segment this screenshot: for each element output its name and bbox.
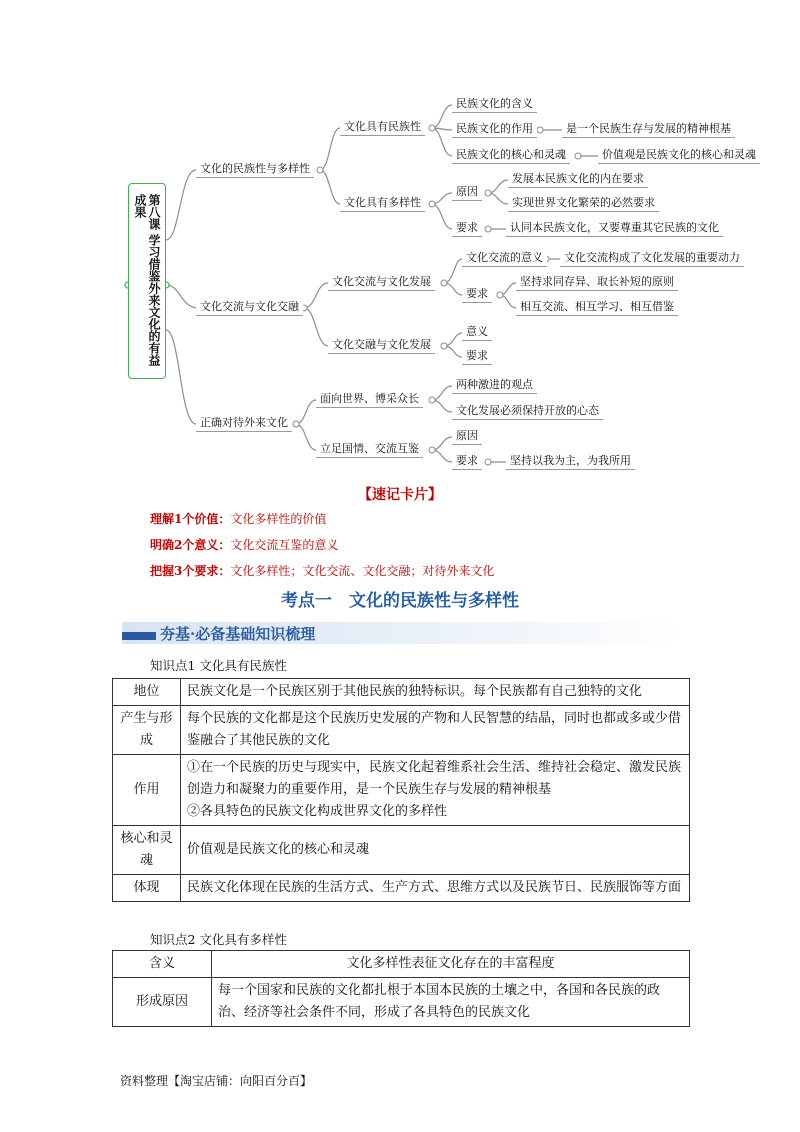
row-label: 含义 xyxy=(113,951,212,978)
band-label: 夯基·必备基础知识梳理 xyxy=(160,625,316,643)
kp2-heading: 知识点2 文化具有多样性 xyxy=(150,932,287,947)
leaf-node: 文化发展必须保持开放的心态 xyxy=(452,404,603,420)
table-row xyxy=(113,875,690,902)
row-text-part: ①在一个民族的历史与现实中，民族文化起着维系社会生活、维持社会稳定、激发民族创造力和凝聚力的重要作用，是一个民族生存与发展的精神根基 xyxy=(187,760,682,797)
leaf-node: 两种激进的观点 xyxy=(452,378,537,394)
leaf-node: 坚持以我为主，为我所用 xyxy=(506,454,635,470)
leaf-node: 认同本民族文化，又要尊重其它民族的文化 xyxy=(506,221,723,237)
row-text: 文化多样性表征文化存在的丰富程度 xyxy=(212,951,690,978)
branch-node: 文化的民族性与多样性 xyxy=(196,162,314,178)
table-row xyxy=(113,951,690,978)
row-label: 体现 xyxy=(113,875,181,902)
kp2-table xyxy=(112,950,690,1027)
row-label: 产生与形成 xyxy=(113,706,181,755)
row-label: 地位 xyxy=(113,679,181,706)
mind-map-root xyxy=(128,183,166,379)
branch-node: 正确对待外来文化 xyxy=(196,416,292,432)
leaf-node: 要求 xyxy=(462,349,492,365)
footer-note: 资料整理【淘宝店铺：向阳百分百】 xyxy=(120,1074,313,1088)
leaf-node: 民族文化的作用 xyxy=(452,122,537,138)
root-title: 第八课 学习借鉴外来文化的有益成果 xyxy=(133,194,161,367)
table-row xyxy=(113,679,690,706)
leaf-node: 原因 xyxy=(452,185,482,201)
row-label: 形成原因 xyxy=(113,978,212,1027)
row-text: 每个民族的文化都是这个民族历史发展的产物和人民智慧的结晶，同时也都或多或少借鉴融合了其他民族的文化 xyxy=(181,706,690,755)
leaf-node: 要求 xyxy=(462,287,492,303)
card-line-3: 把握3个要求：文化多样性；文化交流、文化交融；对待外来文化 xyxy=(150,564,495,578)
leaf-node: 意义 xyxy=(462,325,492,341)
leaf-node: 要求 xyxy=(452,221,482,237)
table-row xyxy=(113,706,690,755)
row-text: 价值观是民族文化的核心和灵魂 xyxy=(181,826,690,875)
leaf-node: 价值观是民族文化的核心和灵魂 xyxy=(598,148,760,164)
row-text-part: ②各具特色的民族文化构成世界文化的多样性 xyxy=(187,804,448,819)
row-label: 核心和灵魂 xyxy=(113,826,181,875)
kp1-heading: 知识点1 文化具有民族性 xyxy=(150,658,287,673)
row-text xyxy=(181,755,690,826)
leaf-node: 要求 xyxy=(452,454,482,470)
leaf-node: 发展本民族文化的内在要求 xyxy=(508,172,648,188)
row-text: 民族文化是一个民族区别于其他民族的独特标识。每个民族都有自己独特的文化 xyxy=(181,679,690,706)
branch-node: 文化具有民族性 xyxy=(340,120,425,136)
table-row xyxy=(113,978,690,1027)
leaf-node: 原因 xyxy=(452,429,482,445)
branch-node: 文化具有多样性 xyxy=(340,196,425,212)
mind-map-connectors xyxy=(0,0,800,480)
leaf-node: 文化交流构成了文化发展的重要动力 xyxy=(560,251,744,267)
branch-node: 文化交流与文化交融 xyxy=(196,300,303,316)
leaf-node: 相互交流、相互学习、相互借鉴 xyxy=(516,300,678,316)
leaf-node: 坚持求同存异、取长补短的原则 xyxy=(516,275,678,291)
card-line-1: 理解1个价值：文化多样性的价值 xyxy=(150,512,327,526)
band-marker xyxy=(122,632,156,640)
row-text: 民族文化体现在民族的生活方式、生产方式、思维方式以及民族节日、民族服饰等方面 xyxy=(181,875,690,902)
section-title: 考点一 文化的民族性与多样性 xyxy=(281,591,519,611)
row-text: 每一个国家和民族的文化都扎根于本国本民族的土壤之中，各国和各民族的政治、经济等社会条件不同，形成了各具特色的民族文化 xyxy=(212,978,690,1027)
table-row xyxy=(113,826,690,875)
leaf-node: 是一个民族生存与发展的精神根基 xyxy=(562,122,735,138)
kp1-table xyxy=(112,678,690,902)
mind-map xyxy=(0,0,800,480)
branch-node: 文化交融与文化发展 xyxy=(328,338,435,354)
leaf-node: 民族文化的含义 xyxy=(452,97,537,113)
card-line-2: 明确2个意义：文化交流互鉴的意义 xyxy=(150,538,339,552)
branch-node: 立足国情、交流互鉴 xyxy=(316,442,423,458)
leaf-node: 民族文化的核心和灵魂 xyxy=(452,148,570,164)
branch-node: 文化交流与文化发展 xyxy=(328,275,435,291)
table-row xyxy=(113,755,690,826)
row-label: 作用 xyxy=(113,755,181,826)
leaf-node: 实现世界文化繁荣的必然要求 xyxy=(508,196,659,212)
card-title: 【速记卡片】 xyxy=(358,487,442,503)
leaf-node: 文化交流的意义 xyxy=(462,251,547,267)
branch-node: 面向世界、博采众长 xyxy=(316,392,423,408)
